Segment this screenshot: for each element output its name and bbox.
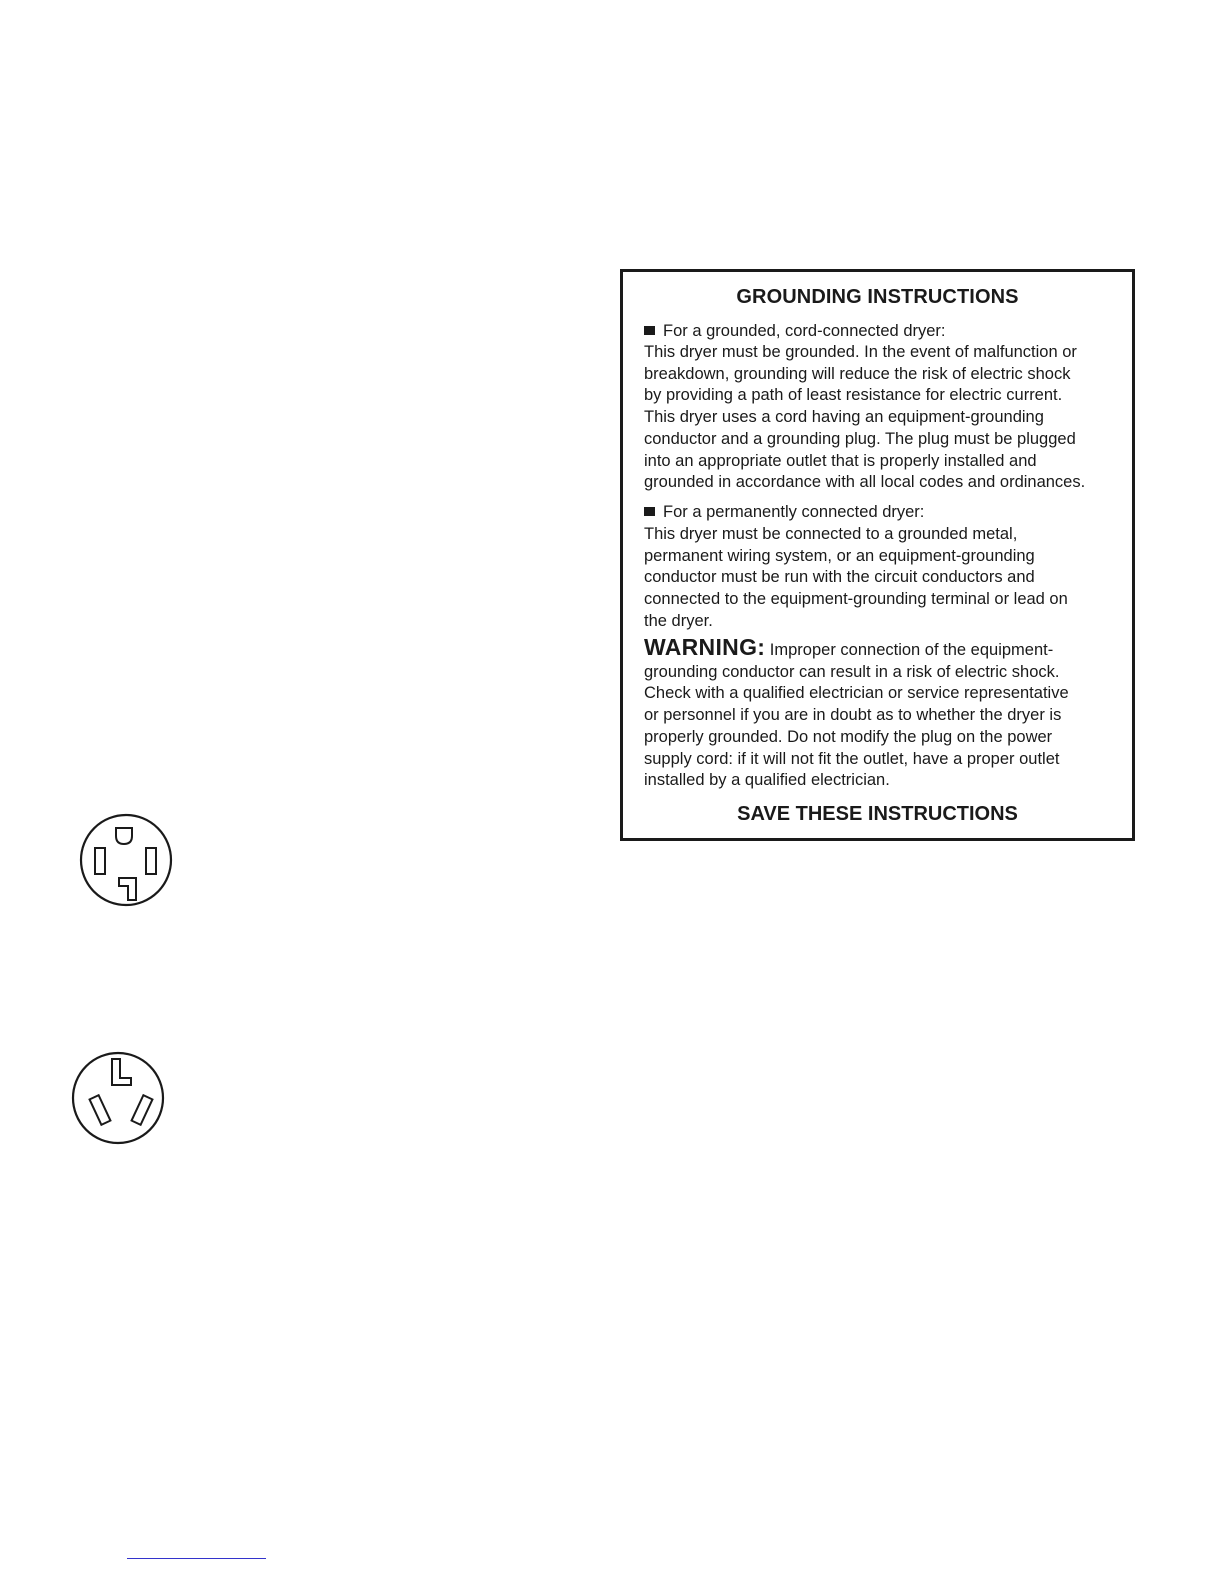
bullet-square-icon <box>644 507 655 516</box>
section-cord-connected-heading <box>644 321 946 342</box>
box-title: GROUNDING INSTRUCTIONS <box>736 286 1019 308</box>
warning-text: Improper connection of the equipment- grounding conductor can result in a risk of electric shock. Check with a qualified electrician or service representative or personnel if you are in doubt as to whether the dryer is properly grounded. Do not modify the plug on the power supply cord: if it will not fit the outlet, have a proper outlet installed by a qualified electrician. <box>644 641 1069 790</box>
four-wire-outlet-icon <box>78 812 174 908</box>
section-cord-connected-body: This dryer must be grounded. In the event of malfunction or breakdown, grounding will reduce the risk of electric shock by providing a path of least resistance for electric current. This dryer uses a cord having an equipment-grounding conductor and a grounding plug. The plug must be plugged into an appropriate outlet that is properly installed and grounded in accordance with all local codes and ordinances. <box>644 343 1086 492</box>
footer-divider <box>127 1558 266 1559</box>
section-heading-text: For a permanently connected dryer: <box>663 503 925 521</box>
section-permanent-heading <box>644 502 924 523</box>
bullet-square-icon <box>644 326 655 335</box>
three-wire-outlet-icon <box>70 1050 166 1146</box>
section-permanent-body: This dryer must be connected to a grounded metal, permanent wiring system, or an equipment-grounding conductor must be run with the circuit conductors and connected to the equipment-grounding terminal or lead on the dryer. <box>644 525 1068 630</box>
section-heading-text: For a grounded, cord-connected dryer: <box>663 322 946 340</box>
save-instructions-footer: SAVE THESE INSTRUCTIONS <box>737 803 1018 825</box>
grounding-instructions-box <box>620 269 1135 841</box>
warning-label: WARNING: <box>644 634 766 660</box>
warning-paragraph <box>644 634 1130 792</box>
